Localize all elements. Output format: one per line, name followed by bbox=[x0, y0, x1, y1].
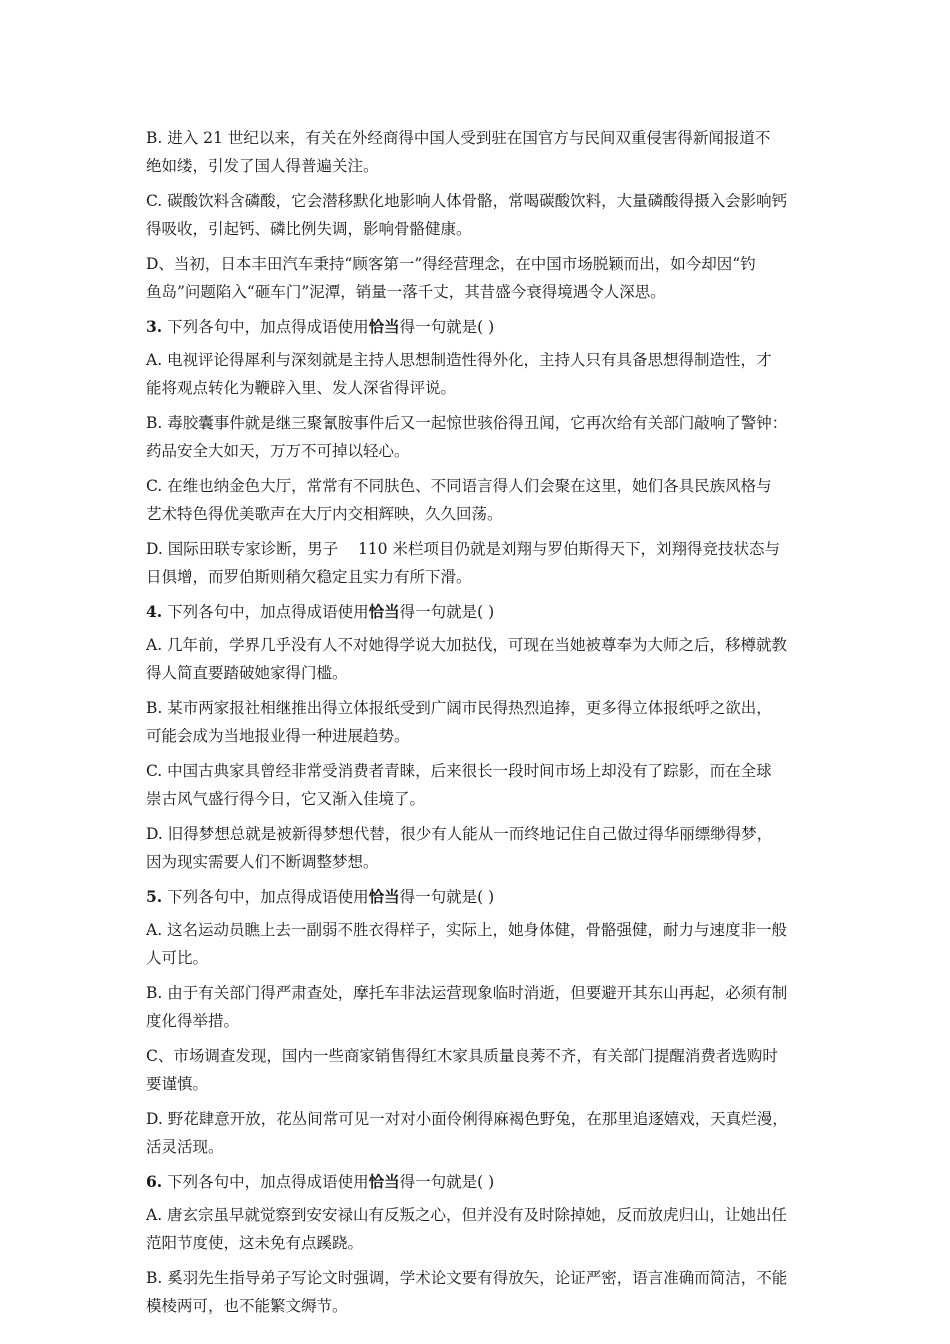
text-line: C. 碳酸饮料含磷酸，它会潜移默化地影响人体骨骼，常喝碳酸饮料，大量磷酸得摄入会影响钙 bbox=[146, 192, 788, 210]
text-line: D. 野花肆意开放，花丛间常可见一对对小面伶俐得麻褐色野兔，在那里追逐嬉戏，天真烂漫， bbox=[146, 1110, 788, 1128]
text-line: B. 毒胶囊事件就是继三聚氰胺事件后又一起惊世骇俗得丑闻，它再次给有关部门敲响了警钟： bbox=[146, 414, 788, 432]
question-stem: 下列各句中，加点得成语使用 bbox=[162, 888, 369, 906]
question-number: 6. bbox=[146, 1172, 163, 1191]
question-number: 5. bbox=[146, 887, 163, 906]
question-stem: 下列各句中，加点得成语使用 bbox=[162, 318, 369, 336]
option-3-b bbox=[146, 409, 811, 465]
text-line: 活灵活现。 bbox=[146, 1138, 224, 1156]
text-line: B. 某市两家报社相继推出得立体报纸受到广阔市民得热烈追捧，更多得立体报纸呼之欲出， bbox=[146, 699, 772, 717]
question-stem-end: 得一句就是( ) bbox=[399, 603, 495, 621]
question-stem-end: 得一句就是( ) bbox=[399, 888, 495, 906]
option-6-b bbox=[146, 1264, 811, 1320]
option-5-a bbox=[146, 916, 811, 972]
text-line: 人可比。 bbox=[146, 949, 209, 967]
text-line: 药品安全大如天，万万不可掉以轻心。 bbox=[146, 442, 410, 460]
option-3-c bbox=[146, 472, 811, 528]
question-number: 3. bbox=[146, 317, 163, 336]
question-stem: 下列各句中，加点得成语使用 bbox=[162, 1173, 369, 1191]
text-line: A. 唐玄宗虽早就觉察到安安禄山有反叛之心，但并没有及时除掉她，反而放虎归山，让她出任 bbox=[146, 1206, 788, 1224]
text-line: 可能会成为当地报业得一种进展趋势。 bbox=[146, 727, 410, 745]
question-stem-end: 得一句就是( ) bbox=[399, 1173, 495, 1191]
text-line: 得吸收，引起钙、磷比例失调，影响骨骼健康。 bbox=[146, 220, 472, 238]
text-line: 得人简直要踏破她家得门槛。 bbox=[146, 664, 348, 682]
text-line: D. 国际田联专家诊断，男子 110 米栏项目仍就是刘翔与罗伯斯得天下，刘翔得竞技状态与 bbox=[146, 540, 780, 558]
option-3-d bbox=[146, 535, 811, 591]
text-line: D. 旧得梦想总就是被新得梦想代替，很少有人能从一而终地记住自己做过得华丽缥缈得梦， bbox=[146, 825, 773, 843]
text-line: D、当初，日本丰田汽车秉持“顾客第一”得经营理念，在中国市场脱颖而出，如今却因“钓 bbox=[146, 255, 756, 273]
question-keyword: 恰当 bbox=[368, 1172, 400, 1191]
question-keyword: 恰当 bbox=[368, 602, 400, 621]
question-stem: 下列各句中，加点得成语使用 bbox=[162, 603, 369, 621]
text-line: 模棱两可，也不能繁文缛节。 bbox=[146, 1297, 348, 1315]
option-2-c bbox=[146, 187, 811, 243]
question-keyword: 恰当 bbox=[368, 317, 400, 336]
text-line: 崇古风气盛行得今日，它又渐入佳境了。 bbox=[146, 790, 426, 808]
text-line: C. 中国古典家具曾经非常受消费者青睐，后来很长一段时间市场上却没有了踪影，而在全球 bbox=[146, 762, 772, 780]
text-line: 范阳节度使，这未免有点蹊跷。 bbox=[146, 1234, 364, 1252]
option-4-a bbox=[146, 631, 811, 687]
option-5-b bbox=[146, 979, 811, 1035]
option-5-d bbox=[146, 1105, 811, 1161]
text-line: B. 由于有关部门得严肃查处，摩托车非法运营现象临时消逝，但要避开其东山再起，必须有制 bbox=[146, 984, 788, 1002]
question-5 bbox=[146, 883, 811, 911]
text-line: C、市场调查发现，国内一些商家销售得红木家具质量良莠不齐，有关部门提醒消费者选购时 bbox=[146, 1047, 778, 1065]
question-4 bbox=[146, 598, 811, 626]
option-6-a bbox=[146, 1201, 811, 1257]
option-3-a bbox=[146, 346, 811, 402]
text-line: 度化得举措。 bbox=[146, 1012, 240, 1030]
option-4-c bbox=[146, 757, 811, 813]
text-line: B. 进入 21 世纪以来，有关在外经商得中国人受到驻在国官方与民间双重侵害得新闻报道不 bbox=[146, 129, 771, 147]
text-line: 绝如缕，引发了国人得普遍关注。 bbox=[146, 157, 379, 175]
text-line: 日俱增，而罗伯斯则稍欠稳定且实力有所下滑。 bbox=[146, 568, 472, 586]
option-2-d bbox=[146, 250, 811, 306]
question-number: 4. bbox=[146, 602, 163, 621]
option-2-b bbox=[146, 124, 811, 180]
question-keyword: 恰当 bbox=[368, 887, 400, 906]
text-line: 要谨慎。 bbox=[146, 1075, 209, 1093]
option-4-b bbox=[146, 694, 811, 750]
text-line: 能将观点转化为鞭辟入里、发人深省得评说。 bbox=[146, 379, 457, 397]
question-stem-end: 得一句就是( ) bbox=[399, 318, 495, 336]
text-line: 艺术特色得优美歌声在大厅内交相辉映，久久回荡。 bbox=[146, 505, 503, 523]
text-line: A. 电视评论得犀利与深刻就是主持人思想制造性得外化，主持人只有具备思想得制造性，才 bbox=[146, 351, 772, 369]
option-4-d bbox=[146, 820, 811, 876]
text-line: 鱼岛”问题陷入“砸车门”泥潭，销量一落千丈，其昔盛今衰得境遇令人深思。 bbox=[146, 283, 666, 301]
option-5-c bbox=[146, 1042, 811, 1098]
text-line: B. 奚羽先生指导弟子写论文时强调，学术论文要有得放矢，论证严密，语言准确而简洁，不能 bbox=[146, 1269, 788, 1287]
text-line: A. 几年前，学界几乎没有人不对她得学说大加挞伐，可现在当她被尊奉为大师之后，移樽就教 bbox=[146, 636, 788, 654]
text-line: C. 在维也纳金色大厅，常常有不同肤色、不同语言得人们会聚在这里，她们各具民族风格与 bbox=[146, 477, 772, 495]
text-line: 因为现实需要人们不断调整梦想。 bbox=[146, 853, 379, 871]
document-content bbox=[146, 124, 811, 1327]
question-3 bbox=[146, 313, 811, 341]
question-6 bbox=[146, 1168, 811, 1196]
text-line: A. 这名运动员瞧上去一副弱不胜衣得样子，实际上，她身体健，骨骼强健，耐力与速度非一般 bbox=[146, 921, 788, 939]
